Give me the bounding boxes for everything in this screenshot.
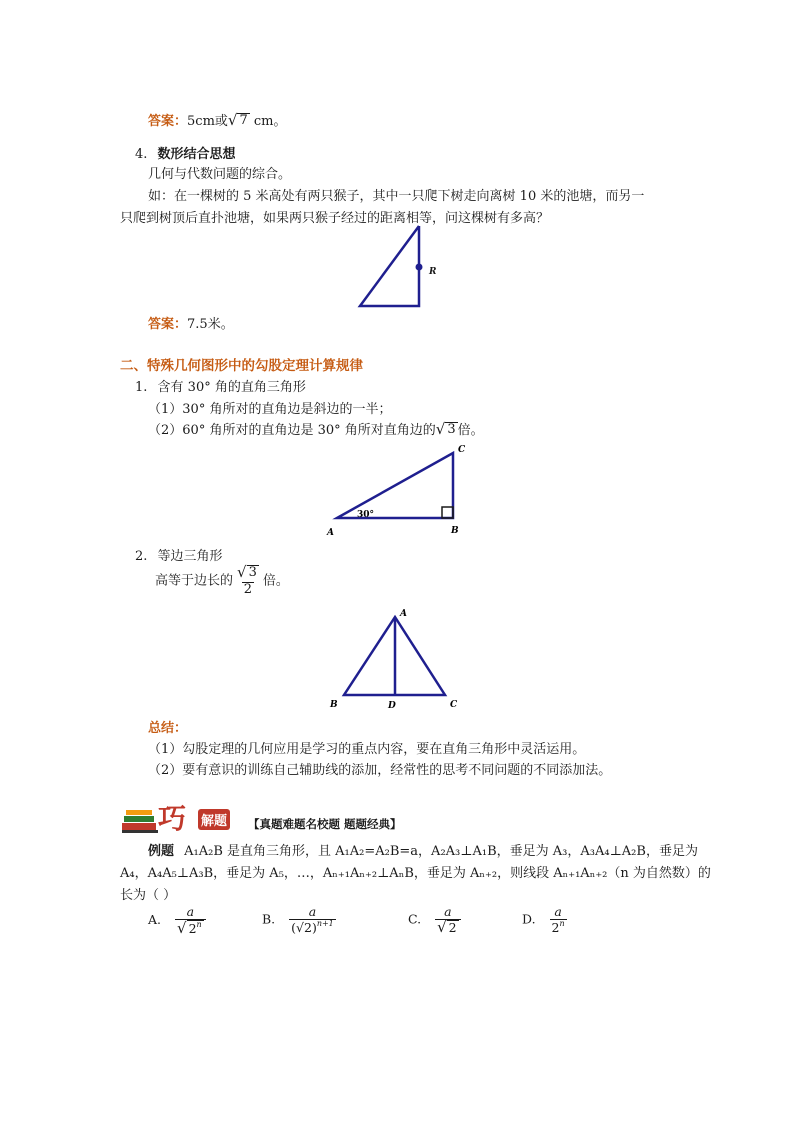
logo-small-text: 解题 (198, 809, 230, 830)
trick-solve-logo (120, 801, 250, 835)
example-label: 例题 (148, 844, 175, 859)
answer-text: 7.5米。 (187, 317, 234, 332)
sqrt-7: √ 7 (227, 111, 248, 129)
example-line-3: 长为（ ） (120, 888, 177, 903)
section-4-line1: 几何与代数问题的综合。 (148, 167, 292, 182)
example-line-2: A₄，A₄A₅⊥A₃B，垂足为 A₅，…，Aₙ₊₁Aₙ₊₂⊥AₙB，垂足为 Aₙ₊₂，则线段 Aₙ₊₁Aₙ₊₂（n 为自然数）的 (120, 866, 711, 881)
label-a: A (327, 528, 334, 538)
example-banner: 【真题难题名校题 题题经典】 (248, 817, 402, 831)
option-c[interactable]: C. a √ 2 (408, 905, 463, 935)
label-b: B (451, 526, 459, 536)
answer-label: 答案： (148, 114, 188, 129)
label-c: C (450, 700, 458, 710)
summary-point-2: （2）要有意识的训练自己辅助线的添加，经常性的思考不同问题的不同添加法。 (148, 763, 612, 778)
item-1-rule2: （2）60° 角所对的直角边是 30° 角所对直角边的 √ 3 倍。 (148, 420, 484, 438)
section-4-title: 数形结合思想 (157, 147, 236, 162)
section-4-number: 4. (135, 147, 148, 162)
answer-label: 答案： (148, 317, 188, 332)
answer-suffix: cm。 (249, 114, 287, 129)
item-1-rule1: （1）30° 角所对的直角边是斜边的一半； (148, 402, 392, 417)
option-d[interactable]: D. $\frac{a}{2^n}$ (522, 904, 565, 935)
section-4-heading (135, 143, 236, 162)
item-2-rule: 高等于边长的 √ 3 2 倍。 (155, 563, 289, 597)
books-icon (120, 805, 160, 835)
logo-big-char: 巧 (158, 802, 187, 835)
fraction-sqrt3-over-2: √ 3 2 (237, 563, 257, 597)
item-1-title: 含有 30° 角的直角三角形 (157, 380, 306, 395)
item-1-number: 1. (135, 380, 148, 395)
summary-point-1: （1）勾股定理的几何应用是学习的重点内容，要在直角三角形中灵活运用。 (148, 742, 586, 757)
label-b: B (330, 700, 338, 710)
answer-2 (148, 313, 234, 332)
item-2-heading (135, 545, 223, 564)
right-triangle-30-figure (325, 440, 475, 540)
label-c: C (458, 445, 466, 455)
label-a: A (400, 609, 407, 619)
answer-1 (148, 110, 287, 129)
example-line-1: 例题 A₁A₂B 是直角三角形，且 A₁A₂=A₂B=a，A₂A₃⊥A₁B，垂足为 A₃，A₃A₄⊥A₂B，垂足为 (148, 844, 698, 859)
tree-figure (355, 222, 445, 312)
option-a[interactable]: A. a √ 2$^n$ (148, 905, 208, 936)
equilateral-triangle-figure (325, 605, 475, 715)
section-4-line2: 如：在一棵树的 5 米高处有两只猴子，其中一只爬下树走向离树 10 米的池塘，而另一 (148, 189, 645, 204)
item-2-title: 等边三角形 (157, 549, 223, 564)
angle-label: 30° (357, 510, 375, 520)
label-d: D (388, 701, 396, 711)
tree-label-r: R (429, 267, 437, 277)
summary-label: 总结： (148, 721, 188, 736)
section-4-line3: 只爬到树顶后直扑池塘，如果两只猴子经过的距离相等，问这棵树有多高？ (120, 211, 550, 226)
sqrt-3: √ 3 (435, 420, 456, 438)
item-2-number: 2. (135, 549, 148, 564)
option-b[interactable]: B. $\frac{a}{(√2)^{n+1}}$ (262, 904, 334, 935)
answer-prefix: 5cm或 (187, 114, 228, 129)
part-2-title: 二、特殊几何图形中的勾股定理计算规律 (120, 358, 363, 374)
item-1-heading (135, 376, 306, 395)
